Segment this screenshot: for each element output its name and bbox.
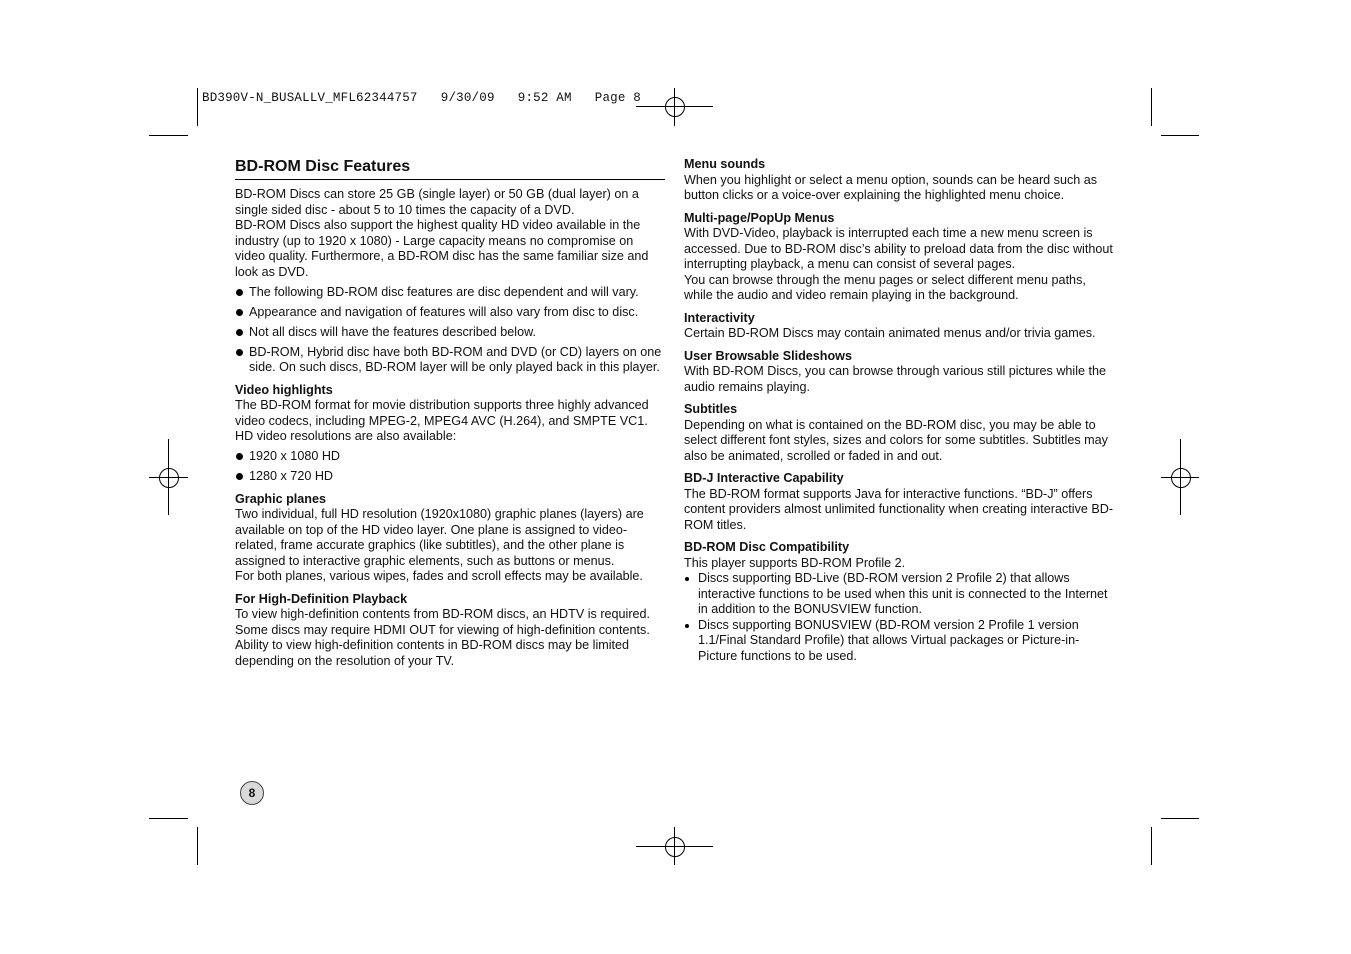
resolution-list [235,449,665,485]
list-item: BD-ROM, Hybrid disc have both BD-ROM and DVD (or CD) layers on one side. On such discs, BD-ROM layer will be only played back in this player. [235,345,665,376]
slideshows-heading: User Browsable Slideshows [684,348,852,363]
crop-mark [197,88,198,126]
menu-sounds-body: When you highlight or select a menu option, sounds can be heard such as button clicks or a voice-over explaining the highlighted menu choice. [684,172,1098,202]
subtitles-body: Depending on what is contained on the BD-ROM disc, you may be able to select different font styles, sizes and colors for some subtitles. Subtitles may also be animated, scrolled or faded in and out. [684,417,1108,463]
crop-mark [197,827,198,865]
graphic-planes-body: Two individual, full HD resolution (1920x1080) graphic planes (layers) are available on top of the HD video layer. One plane is assigned to video-related, frame accurate graphics (like subtitles), and the other plane is assigned to interactive graphic elements, such as buttons or menus. [235,507,644,568]
compatibility-body: This player supports BD-ROM Profile 2. [684,555,906,570]
intro-paragraph: BD-ROM Discs also support the highest quality HD video available in the industry (up to 1920 x 1080) - Large capacity means no compromise on video quality. Furthermore, a BD-ROM disc has the same familiar size and look as DVD. [235,218,649,279]
menu-sounds-heading: Menu sounds [684,157,766,171]
registration-circle [159,468,179,488]
slideshows-body: With BD-ROM Discs, you can browse through various still pictures while the audio remains playing. [684,364,1107,394]
crop-mark [1161,818,1199,819]
interactivity-heading: Interactivity [684,310,755,325]
crop-mark [1151,827,1152,865]
list-item: The following BD-ROM disc features are disc dependent and will vary. [235,285,665,301]
bdj-body: The BD-ROM format supports Java for interactive functions. “BD-J” offers content providers almost unlimited functionality when creating interactive BD-ROM titles. [684,486,1114,532]
list-item: Discs supporting BONUSVIEW (BD-ROM version 2 Profile 1 version 1.1/Final Standard Profile) that allows Virtual packages or Picture-in-Picture functions to be used. [684,618,1114,665]
compatibility-list [684,571,1114,664]
graphic-planes-heading: Graphic planes [235,491,326,506]
multipage-body: You can browse through the menu pages or select different menu paths, while the audio and video remain playing in the background. [684,272,1086,302]
page-number: 8 [240,781,264,805]
intro-paragraph: BD-ROM Discs can store 25 GB (single layer) or 50 GB (dual layer) on a single sided disc - about 5 to 10 times the capacity of a DVD. [235,187,639,217]
list-item: Discs supporting BD-Live (BD-ROM version 2 Profile 2) that allows interactive functions to be used when this unit is connected to the Internet in addition to the BONUSVIEW function. [684,571,1114,618]
crop-mark [1161,135,1199,136]
crop-mark [149,135,188,136]
feature-notes-list [235,285,665,376]
section-title: BD-ROM Disc Features [235,157,665,180]
left-column [235,157,665,669]
list-item: 1280 x 720 HD [235,469,665,485]
multipage-body: With DVD-Video, playback is interrupted each time a new menu screen is accessed. Due to BD-ROM disc’s ability to preload data from the disc without interrupting playback, a menu can consist of several pages. [684,226,1113,271]
graphic-planes-body: For both planes, various wipes, fades and scroll effects may be available. [235,569,643,583]
print-slug: BD390V-N_BUSALLV_MFL62344757 9/30/09 9:52 AM Page 8 [202,91,641,105]
interactivity-body: Certain BD-ROM Discs may contain animated menus and/or trivia games. [684,326,1096,340]
hd-playback-body: To view high-definition contents from BD-ROM discs, an HDTV is required. Some discs may require HDMI OUT for viewing of high-definition contents. Ability to view high-definition contents in BD-ROM discs may be limited depending on the resolution of your TV. [235,607,651,668]
registration-circle [1171,468,1191,488]
crop-mark [1151,88,1152,126]
registration-circle [665,97,685,117]
compatibility-heading: BD-ROM Disc Compatibility [684,540,850,554]
video-highlights-body: The BD-ROM format for movie distribution supports three highly advanced video codecs, including MPEG-2, MPEG4 AVC (H.264), and SMPTE VC1. HD video resolutions are also available: [235,398,649,443]
subtitles-heading: Subtitles [684,402,738,416]
crop-mark [149,818,188,819]
bdj-heading: BD-J Interactive Capability [684,471,844,485]
multipage-heading: Multi-page/PopUp Menus [684,210,835,225]
list-item: Not all discs will have the features described below. [235,325,665,341]
hd-playback-heading: For High-Definition Playback [235,591,408,606]
list-item: Appearance and navigation of features will also vary from disc to disc. [235,305,665,321]
list-item: 1920 x 1080 HD [235,449,665,465]
video-highlights-heading: Video highlights [235,382,333,397]
right-column [684,157,1114,664]
registration-circle [665,837,685,857]
